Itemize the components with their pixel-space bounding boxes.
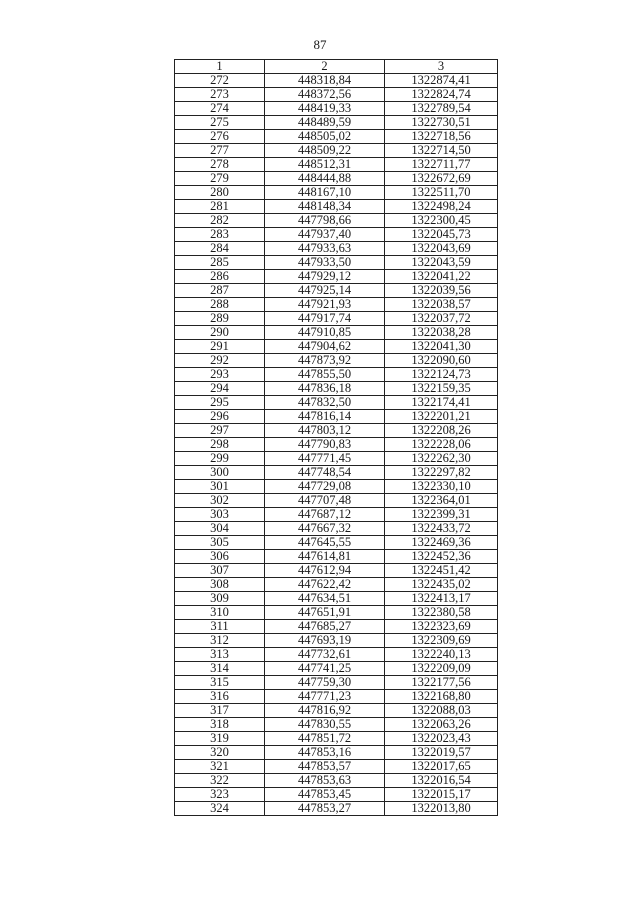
point-number-cell: 321 [175, 760, 265, 774]
point-number-cell: 311 [175, 620, 265, 634]
point-number-cell: 317 [175, 704, 265, 718]
x-coordinate-cell: 447693,19 [265, 634, 385, 648]
x-coordinate-cell: 448372,56 [265, 88, 385, 102]
x-coordinate-cell: 447832,50 [265, 396, 385, 410]
y-coordinate-cell: 1322435,02 [385, 578, 498, 592]
x-coordinate-cell: 447707,48 [265, 494, 385, 508]
x-coordinate-cell: 447933,63 [265, 242, 385, 256]
point-number-cell: 303 [175, 508, 265, 522]
y-coordinate-cell: 1322209,09 [385, 662, 498, 676]
y-coordinate-cell: 1322413,17 [385, 592, 498, 606]
point-number-cell: 309 [175, 592, 265, 606]
point-number-cell: 285 [175, 256, 265, 270]
y-coordinate-cell: 1322730,51 [385, 116, 498, 130]
x-coordinate-cell: 447853,63 [265, 774, 385, 788]
table-row [175, 704, 498, 718]
y-coordinate-cell: 1322874,41 [385, 74, 498, 88]
x-coordinate-cell: 447904,62 [265, 340, 385, 354]
y-coordinate-cell: 1322063,26 [385, 718, 498, 732]
table-row [175, 620, 498, 634]
y-coordinate-cell: 1322201,21 [385, 410, 498, 424]
point-number-cell: 287 [175, 284, 265, 298]
y-coordinate-cell: 1322023,43 [385, 732, 498, 746]
table-row [175, 172, 498, 186]
point-number-cell: 272 [175, 74, 265, 88]
x-coordinate-cell: 447651,91 [265, 606, 385, 620]
y-coordinate-cell: 1322174,41 [385, 396, 498, 410]
table-row [175, 424, 498, 438]
point-number-cell: 320 [175, 746, 265, 760]
table-row [175, 452, 498, 466]
point-number-cell: 291 [175, 340, 265, 354]
x-coordinate-cell: 447729,08 [265, 480, 385, 494]
table-row [175, 592, 498, 606]
point-number-cell: 286 [175, 270, 265, 284]
table-row [175, 228, 498, 242]
x-coordinate-cell: 448444,88 [265, 172, 385, 186]
y-coordinate-cell: 1322168,80 [385, 690, 498, 704]
point-number-cell: 312 [175, 634, 265, 648]
point-number-cell: 307 [175, 564, 265, 578]
table-row [175, 438, 498, 452]
y-coordinate-cell: 1322088,03 [385, 704, 498, 718]
x-coordinate-cell: 447748,54 [265, 466, 385, 480]
y-coordinate-cell: 1322469,36 [385, 536, 498, 550]
x-coordinate-cell: 448167,10 [265, 186, 385, 200]
point-number-cell: 302 [175, 494, 265, 508]
point-number-cell: 278 [175, 158, 265, 172]
point-number-cell: 323 [175, 788, 265, 802]
y-coordinate-cell: 1322043,59 [385, 256, 498, 270]
y-coordinate-cell: 1322090,60 [385, 354, 498, 368]
y-coordinate-cell: 1322208,26 [385, 424, 498, 438]
x-coordinate-cell: 447667,32 [265, 522, 385, 536]
table-row [175, 410, 498, 424]
table-row [175, 382, 498, 396]
x-coordinate-cell: 448318,84 [265, 74, 385, 88]
x-coordinate-cell: 447853,57 [265, 760, 385, 774]
table-row [175, 312, 498, 326]
x-coordinate-cell: 448512,31 [265, 158, 385, 172]
point-number-cell: 297 [175, 424, 265, 438]
x-coordinate-cell: 447741,25 [265, 662, 385, 676]
table-row [175, 662, 498, 676]
x-coordinate-cell: 448505,02 [265, 130, 385, 144]
header-row [175, 60, 498, 74]
table-row [175, 284, 498, 298]
point-number-cell: 305 [175, 536, 265, 550]
point-number-cell: 288 [175, 298, 265, 312]
x-coordinate-cell: 447685,27 [265, 620, 385, 634]
y-coordinate-cell: 1322041,22 [385, 270, 498, 284]
y-coordinate-cell: 1322017,65 [385, 760, 498, 774]
y-coordinate-cell: 1322399,31 [385, 508, 498, 522]
table-row [175, 186, 498, 200]
y-coordinate-cell: 1322262,30 [385, 452, 498, 466]
point-number-cell: 314 [175, 662, 265, 676]
y-coordinate-cell: 1322039,56 [385, 284, 498, 298]
table-row [175, 606, 498, 620]
point-number-cell: 324 [175, 802, 265, 816]
x-coordinate-cell: 447921,93 [265, 298, 385, 312]
point-number-cell: 294 [175, 382, 265, 396]
x-coordinate-cell: 447855,50 [265, 368, 385, 382]
table-row [175, 74, 498, 88]
point-number-cell: 296 [175, 410, 265, 424]
point-number-cell: 281 [175, 200, 265, 214]
table-row [175, 270, 498, 284]
x-coordinate-cell: 447853,27 [265, 802, 385, 816]
table-row [175, 508, 498, 522]
point-number-cell: 275 [175, 116, 265, 130]
x-coordinate-cell: 448509,22 [265, 144, 385, 158]
point-number-cell: 316 [175, 690, 265, 704]
y-coordinate-cell: 1322498,24 [385, 200, 498, 214]
point-number-cell: 282 [175, 214, 265, 228]
point-number-cell: 313 [175, 648, 265, 662]
x-coordinate-cell: 447622,42 [265, 578, 385, 592]
point-number-cell: 308 [175, 578, 265, 592]
x-coordinate-cell: 447614,81 [265, 550, 385, 564]
y-coordinate-cell: 1322323,69 [385, 620, 498, 634]
y-coordinate-cell: 1322124,73 [385, 368, 498, 382]
coordinates-table [174, 59, 498, 816]
table-row [175, 802, 498, 816]
table-row [175, 368, 498, 382]
table-row [175, 298, 498, 312]
y-coordinate-cell: 1322043,69 [385, 242, 498, 256]
y-coordinate-cell: 1322718,56 [385, 130, 498, 144]
table-row [175, 676, 498, 690]
y-coordinate-cell: 1322228,06 [385, 438, 498, 452]
table-row [175, 564, 498, 578]
y-coordinate-cell: 1322300,45 [385, 214, 498, 228]
x-coordinate-cell: 447910,85 [265, 326, 385, 340]
x-coordinate-cell: 447853,16 [265, 746, 385, 760]
y-coordinate-cell: 1322452,36 [385, 550, 498, 564]
x-coordinate-cell: 447853,45 [265, 788, 385, 802]
table-row [175, 522, 498, 536]
x-coordinate-cell: 447790,83 [265, 438, 385, 452]
x-coordinate-cell: 447830,55 [265, 718, 385, 732]
point-number-cell: 277 [175, 144, 265, 158]
y-coordinate-cell: 1322159,35 [385, 382, 498, 396]
table-row [175, 158, 498, 172]
point-number-cell: 315 [175, 676, 265, 690]
point-number-cell: 290 [175, 326, 265, 340]
y-coordinate-cell: 1322824,74 [385, 88, 498, 102]
y-coordinate-cell: 1322511,70 [385, 186, 498, 200]
table-row [175, 144, 498, 158]
table-row [175, 256, 498, 270]
table-row [175, 634, 498, 648]
table-row [175, 746, 498, 760]
table-row [175, 648, 498, 662]
point-number-cell: 306 [175, 550, 265, 564]
x-coordinate-cell: 447937,40 [265, 228, 385, 242]
x-coordinate-cell: 447929,12 [265, 270, 385, 284]
point-number-cell: 292 [175, 354, 265, 368]
point-number-cell: 295 [175, 396, 265, 410]
x-coordinate-cell: 447925,14 [265, 284, 385, 298]
x-coordinate-cell: 448489,59 [265, 116, 385, 130]
y-coordinate-cell: 1322433,72 [385, 522, 498, 536]
x-coordinate-cell: 447612,94 [265, 564, 385, 578]
x-coordinate-cell: 447771,23 [265, 690, 385, 704]
x-coordinate-cell: 447816,92 [265, 704, 385, 718]
y-coordinate-cell: 1322177,56 [385, 676, 498, 690]
point-number-cell: 293 [175, 368, 265, 382]
point-number-cell: 322 [175, 774, 265, 788]
x-coordinate-cell: 447645,55 [265, 536, 385, 550]
table-row [175, 732, 498, 746]
x-coordinate-cell: 447771,45 [265, 452, 385, 466]
point-number-cell: 284 [175, 242, 265, 256]
table-row [175, 130, 498, 144]
page-number: 87 [313, 37, 327, 52]
point-number-cell: 279 [175, 172, 265, 186]
point-number-cell: 318 [175, 718, 265, 732]
table-row [175, 354, 498, 368]
point-number-cell: 276 [175, 130, 265, 144]
y-coordinate-cell: 1322038,28 [385, 326, 498, 340]
y-coordinate-cell: 1322451,42 [385, 564, 498, 578]
point-number-cell: 319 [175, 732, 265, 746]
table-row [175, 536, 498, 550]
y-coordinate-cell: 1322240,13 [385, 648, 498, 662]
point-number-cell: 300 [175, 466, 265, 480]
table-row [175, 214, 498, 228]
table-row [175, 690, 498, 704]
point-number-cell: 289 [175, 312, 265, 326]
y-coordinate-cell: 1322297,82 [385, 466, 498, 480]
table-row [175, 788, 498, 802]
table-row [175, 480, 498, 494]
y-coordinate-cell: 1322714,50 [385, 144, 498, 158]
y-coordinate-cell: 1322380,58 [385, 606, 498, 620]
x-coordinate-cell: 448148,34 [265, 200, 385, 214]
y-coordinate-cell: 1322041,30 [385, 340, 498, 354]
table-row [175, 326, 498, 340]
table-row [175, 242, 498, 256]
y-coordinate-cell: 1322364,01 [385, 494, 498, 508]
y-coordinate-cell: 1322309,69 [385, 634, 498, 648]
x-coordinate-cell: 447836,18 [265, 382, 385, 396]
point-number-cell: 283 [175, 228, 265, 242]
table-row [175, 550, 498, 564]
x-coordinate-cell: 447634,51 [265, 592, 385, 606]
header-col-3: 3 [385, 60, 498, 74]
y-coordinate-cell: 1322789,54 [385, 102, 498, 116]
table-header [175, 60, 498, 74]
x-coordinate-cell: 447732,61 [265, 648, 385, 662]
y-coordinate-cell: 1322672,69 [385, 172, 498, 186]
table-row [175, 340, 498, 354]
table-row [175, 116, 498, 130]
y-coordinate-cell: 1322013,80 [385, 802, 498, 816]
y-coordinate-cell: 1322711,77 [385, 158, 498, 172]
point-number-cell: 304 [175, 522, 265, 536]
table-row [175, 718, 498, 732]
x-coordinate-cell: 447687,12 [265, 508, 385, 522]
header-col-2: 2 [265, 60, 385, 74]
x-coordinate-cell: 447933,50 [265, 256, 385, 270]
table-row [175, 88, 498, 102]
table-row [175, 760, 498, 774]
point-number-cell: 274 [175, 102, 265, 116]
table-row [175, 494, 498, 508]
y-coordinate-cell: 1322016,54 [385, 774, 498, 788]
x-coordinate-cell: 447803,12 [265, 424, 385, 438]
header-col-1: 1 [175, 60, 265, 74]
x-coordinate-cell: 447798,66 [265, 214, 385, 228]
point-number-cell: 301 [175, 480, 265, 494]
table-row [175, 578, 498, 592]
point-number-cell: 280 [175, 186, 265, 200]
y-coordinate-cell: 1322037,72 [385, 312, 498, 326]
y-coordinate-cell: 1322015,17 [385, 788, 498, 802]
y-coordinate-cell: 1322038,57 [385, 298, 498, 312]
x-coordinate-cell: 448419,33 [265, 102, 385, 116]
table-row [175, 102, 498, 116]
x-coordinate-cell: 447917,74 [265, 312, 385, 326]
table-row [175, 396, 498, 410]
table-row [175, 466, 498, 480]
x-coordinate-cell: 447816,14 [265, 410, 385, 424]
y-coordinate-cell: 1322330,10 [385, 480, 498, 494]
table-row [175, 200, 498, 214]
x-coordinate-cell: 447759,30 [265, 676, 385, 690]
y-coordinate-cell: 1322019,57 [385, 746, 498, 760]
table-row [175, 774, 498, 788]
point-number-cell: 298 [175, 438, 265, 452]
table-body [175, 74, 498, 816]
x-coordinate-cell: 447873,92 [265, 354, 385, 368]
point-number-cell: 310 [175, 606, 265, 620]
y-coordinate-cell: 1322045,73 [385, 228, 498, 242]
point-number-cell: 273 [175, 88, 265, 102]
x-coordinate-cell: 447851,72 [265, 732, 385, 746]
point-number-cell: 299 [175, 452, 265, 466]
